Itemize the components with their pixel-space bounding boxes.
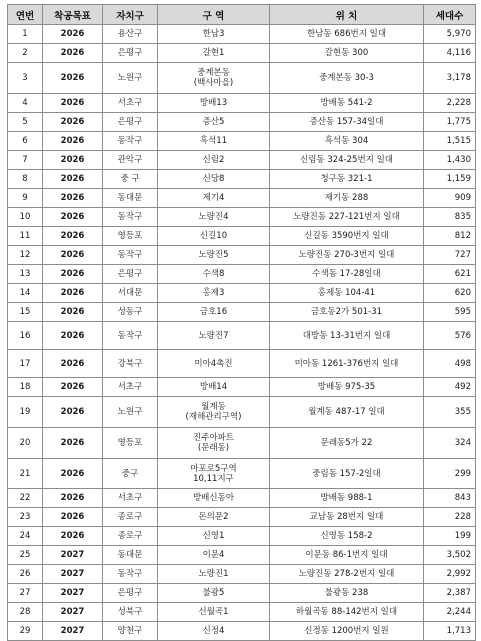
row-location-cell: 신영동 158-2 xyxy=(270,527,424,546)
row-district-cell: 동작구 xyxy=(103,565,158,584)
row-year-cell: 2026 xyxy=(43,489,103,508)
row-location-cell: 신림동 324-25번지 일대 xyxy=(270,151,424,170)
row-area-cell: 신당8 xyxy=(158,170,270,189)
row-year-cell: 2026 xyxy=(43,397,103,428)
row-no-cell: 15 xyxy=(8,303,43,322)
area-name-line2: (문래동) xyxy=(197,443,230,453)
row-year-cell: 2026 xyxy=(43,63,103,94)
row-area-cell: 한남3 xyxy=(158,25,270,44)
row-area-cell: 방배신동아 xyxy=(158,489,270,508)
row-year-cell: 2026 xyxy=(43,132,103,151)
row-district-cell: 동작구 xyxy=(103,322,158,350)
header-location: 위 치 xyxy=(270,5,424,25)
area-name-line1: 월계동 xyxy=(201,402,226,412)
table-row xyxy=(8,132,476,151)
row-district-cell: 서대문 xyxy=(103,284,158,303)
row-no-cell: 29 xyxy=(8,622,43,641)
table-row xyxy=(8,113,476,132)
table-row xyxy=(8,151,476,170)
row-district-cell: 동대문 xyxy=(103,189,158,208)
table-row xyxy=(8,350,476,378)
row-area-cell: 불광5 xyxy=(158,584,270,603)
table-row xyxy=(8,428,476,459)
row-households-cell: 595 xyxy=(424,303,476,322)
row-area-cell: 금호16 xyxy=(158,303,270,322)
row-households-cell: 909 xyxy=(424,189,476,208)
row-year-cell: 2027 xyxy=(43,584,103,603)
row-district-cell: 영등포 xyxy=(103,227,158,246)
area-name-line2: (백사마을) xyxy=(193,78,234,88)
table-body xyxy=(8,25,476,641)
row-location-cell: 홍제동 104-41 xyxy=(270,284,424,303)
row-district-cell: 서초구 xyxy=(103,378,158,397)
area-name-line2: 10,11지구 xyxy=(193,473,234,484)
row-year-cell: 2026 xyxy=(43,322,103,350)
header-district: 자치구 xyxy=(103,5,158,25)
row-district-cell: 은평구 xyxy=(103,265,158,284)
row-area-cell xyxy=(158,397,270,428)
table-row xyxy=(8,63,476,94)
table-row xyxy=(8,459,476,489)
area-name-line1: 중계본동 xyxy=(197,68,230,78)
row-households-cell: 228 xyxy=(424,508,476,527)
row-no-cell: 1 xyxy=(8,25,43,44)
row-households-cell: 2,387 xyxy=(424,584,476,603)
row-district-cell: 노원구 xyxy=(103,397,158,428)
row-households-cell: 492 xyxy=(424,378,476,397)
row-area-cell xyxy=(158,459,270,489)
row-area-cell xyxy=(158,63,270,94)
row-no-cell: 22 xyxy=(8,489,43,508)
row-district-cell: 노원구 xyxy=(103,63,158,94)
row-year-cell: 2026 xyxy=(43,378,103,397)
row-households-cell: 2,228 xyxy=(424,94,476,113)
row-no-cell: 13 xyxy=(8,265,43,284)
row-area-cell: 노량진4 xyxy=(158,208,270,227)
table-row xyxy=(8,284,476,303)
row-district-cell: 동작구 xyxy=(103,246,158,265)
row-year-cell: 2027 xyxy=(43,565,103,584)
row-district-cell: 관악구 xyxy=(103,151,158,170)
row-area-cell: 흑석11 xyxy=(158,132,270,151)
row-households-cell: 324 xyxy=(424,428,476,459)
row-year-cell: 2026 xyxy=(43,246,103,265)
row-location-cell: 금호동2가 501-31 xyxy=(270,303,424,322)
row-households-cell: 1,775 xyxy=(424,113,476,132)
row-no-cell: 20 xyxy=(8,428,43,459)
row-no-cell: 16 xyxy=(8,322,43,350)
row-area-cell: 갈현1 xyxy=(158,44,270,63)
area-name-line1: 마포로5구역 xyxy=(190,463,237,474)
row-no-cell: 23 xyxy=(8,508,43,527)
row-location-cell: 중림동 157-2일대 xyxy=(270,459,424,489)
row-households-cell: 576 xyxy=(424,322,476,350)
row-year-cell: 2026 xyxy=(43,459,103,489)
row-year-cell: 2027 xyxy=(43,622,103,641)
row-area-cell: 신월곡1 xyxy=(158,603,270,622)
row-year-cell: 2026 xyxy=(43,428,103,459)
row-households-cell: 199 xyxy=(424,527,476,546)
row-district-cell: 동작구 xyxy=(103,132,158,151)
row-area-cell: 제기4 xyxy=(158,189,270,208)
row-area-cell: 증산5 xyxy=(158,113,270,132)
row-year-cell: 2027 xyxy=(43,546,103,565)
row-no-cell: 6 xyxy=(8,132,43,151)
row-year-cell: 2026 xyxy=(43,44,103,63)
row-district-cell: 강북구 xyxy=(103,350,158,378)
row-district-cell: 종로구 xyxy=(103,527,158,546)
row-year-cell: 2026 xyxy=(43,508,103,527)
row-no-cell: 25 xyxy=(8,546,43,565)
row-district-cell: 양천구 xyxy=(103,622,158,641)
table-row xyxy=(8,603,476,622)
row-year-cell: 2026 xyxy=(43,170,103,189)
row-district-cell: 성북구 xyxy=(103,603,158,622)
table-row xyxy=(8,584,476,603)
header-area: 구 역 xyxy=(158,5,270,25)
row-households-cell: 498 xyxy=(424,350,476,378)
table-row xyxy=(8,227,476,246)
row-location-cell: 신정동 1200번지 일원 xyxy=(270,622,424,641)
row-location-cell: 노량진동 278-2번지 일대 xyxy=(270,565,424,584)
table-row xyxy=(8,94,476,113)
row-no-cell: 12 xyxy=(8,246,43,265)
row-no-cell: 21 xyxy=(8,459,43,489)
table-row xyxy=(8,322,476,350)
row-households-cell: 1,159 xyxy=(424,170,476,189)
row-area-cell: 노량진1 xyxy=(158,565,270,584)
row-no-cell: 10 xyxy=(8,208,43,227)
row-district-cell: 중구 xyxy=(103,459,158,489)
row-year-cell: 2026 xyxy=(43,189,103,208)
row-no-cell: 8 xyxy=(8,170,43,189)
row-households-cell: 620 xyxy=(424,284,476,303)
row-households-cell: 4,116 xyxy=(424,44,476,63)
row-location-cell: 수색동 17-28일대 xyxy=(270,265,424,284)
table-row xyxy=(8,378,476,397)
row-households-cell: 621 xyxy=(424,265,476,284)
table-row xyxy=(8,546,476,565)
table-row xyxy=(8,189,476,208)
row-area-cell: 이문4 xyxy=(158,546,270,565)
row-no-cell: 27 xyxy=(8,584,43,603)
row-year-cell: 2026 xyxy=(43,227,103,246)
row-location-cell: 방배동 975-35 xyxy=(270,378,424,397)
row-district-cell: 서초구 xyxy=(103,489,158,508)
table-row xyxy=(8,527,476,546)
row-no-cell: 17 xyxy=(8,350,43,378)
row-area-cell: 방배13 xyxy=(158,94,270,113)
row-area-cell: 노량진7 xyxy=(158,322,270,350)
row-no-cell: 26 xyxy=(8,565,43,584)
row-year-cell: 2026 xyxy=(43,303,103,322)
header-households: 세대수 xyxy=(424,5,476,25)
row-district-cell: 종로구 xyxy=(103,508,158,527)
row-no-cell: 5 xyxy=(8,113,43,132)
row-location-cell: 중계본동 30-3 xyxy=(270,63,424,94)
row-year-cell: 2026 xyxy=(43,208,103,227)
row-no-cell: 7 xyxy=(8,151,43,170)
table-row xyxy=(8,565,476,584)
row-households-cell: 2,992 xyxy=(424,565,476,584)
table-row xyxy=(8,170,476,189)
row-location-cell: 제기동 288 xyxy=(270,189,424,208)
table-row xyxy=(8,44,476,63)
row-location-cell: 대방동 13-31번지 일대 xyxy=(270,322,424,350)
row-district-cell: 동작구 xyxy=(103,208,158,227)
row-year-cell: 2026 xyxy=(43,94,103,113)
row-no-cell: 18 xyxy=(8,378,43,397)
reconstruction-schedule-table xyxy=(7,4,476,641)
row-households-cell: 812 xyxy=(424,227,476,246)
table-row xyxy=(8,25,476,44)
table-row xyxy=(8,489,476,508)
row-district-cell: 서초구 xyxy=(103,94,158,113)
row-households-cell: 3,178 xyxy=(424,63,476,94)
row-no-cell: 11 xyxy=(8,227,43,246)
table-row xyxy=(8,397,476,428)
row-location-cell: 문래동5가 22 xyxy=(270,428,424,459)
row-households-cell: 1,713 xyxy=(424,622,476,641)
row-households-cell: 1,430 xyxy=(424,151,476,170)
row-location-cell: 미아동 1261-376번지 일대 xyxy=(270,350,424,378)
row-location-cell: 갈현동 300 xyxy=(270,44,424,63)
row-year-cell: 2026 xyxy=(43,25,103,44)
row-year-cell: 2026 xyxy=(43,350,103,378)
row-year-cell: 2027 xyxy=(43,603,103,622)
header-no: 연번 xyxy=(8,5,43,25)
table-row xyxy=(8,622,476,641)
row-no-cell: 14 xyxy=(8,284,43,303)
row-location-cell: 교남동 28번지 일대 xyxy=(270,508,424,527)
row-district-cell: 중 구 xyxy=(103,170,158,189)
row-no-cell: 24 xyxy=(8,527,43,546)
row-district-cell: 동대문 xyxy=(103,546,158,565)
area-name-line2: (재해관리구역) xyxy=(185,412,242,422)
row-location-cell: 하월곡동 88-142번지 일대 xyxy=(270,603,424,622)
row-households-cell: 843 xyxy=(424,489,476,508)
table-row xyxy=(8,246,476,265)
table-header-row xyxy=(8,5,476,25)
row-location-cell: 청구동 321-1 xyxy=(270,170,424,189)
row-area-cell: 신길10 xyxy=(158,227,270,246)
row-district-cell: 성동구 xyxy=(103,303,158,322)
table-row xyxy=(8,303,476,322)
row-households-cell: 727 xyxy=(424,246,476,265)
row-location-cell: 이문동 86-1번지 일대 xyxy=(270,546,424,565)
table-row xyxy=(8,508,476,527)
row-location-cell: 한남동 686번지 일대 xyxy=(270,25,424,44)
row-location-cell: 월계동 487-17 일대 xyxy=(270,397,424,428)
row-year-cell: 2026 xyxy=(43,527,103,546)
table-row xyxy=(8,208,476,227)
reconstruction-schedule-table-container xyxy=(7,4,475,641)
row-no-cell: 3 xyxy=(8,63,43,94)
row-area-cell: 미아4촉진 xyxy=(158,350,270,378)
row-area-cell: 돈의문2 xyxy=(158,508,270,527)
row-district-cell: 은평구 xyxy=(103,44,158,63)
row-year-cell: 2026 xyxy=(43,265,103,284)
row-area-cell: 방배14 xyxy=(158,378,270,397)
row-district-cell: 은평구 xyxy=(103,584,158,603)
row-area-cell xyxy=(158,428,270,459)
area-name-line1: 진주아파트 xyxy=(192,433,235,443)
row-households-cell: 3,502 xyxy=(424,546,476,565)
row-no-cell: 4 xyxy=(8,94,43,113)
row-no-cell: 28 xyxy=(8,603,43,622)
row-households-cell: 2,244 xyxy=(424,603,476,622)
row-year-cell: 2026 xyxy=(43,284,103,303)
row-households-cell: 5,970 xyxy=(424,25,476,44)
row-no-cell: 2 xyxy=(8,44,43,63)
row-district-cell: 용산구 xyxy=(103,25,158,44)
row-location-cell: 흑석동 304 xyxy=(270,132,424,151)
row-district-cell: 은평구 xyxy=(103,113,158,132)
row-area-cell: 수색8 xyxy=(158,265,270,284)
row-location-cell: 증산동 157-34일대 xyxy=(270,113,424,132)
row-location-cell: 노량진동 227-121번지 일대 xyxy=(270,208,424,227)
row-year-cell: 2026 xyxy=(43,151,103,170)
row-district-cell: 영등포 xyxy=(103,428,158,459)
table-row xyxy=(8,265,476,284)
row-households-cell: 1,515 xyxy=(424,132,476,151)
row-location-cell: 방배동 541-2 xyxy=(270,94,424,113)
row-area-cell: 노량진5 xyxy=(158,246,270,265)
row-households-cell: 355 xyxy=(424,397,476,428)
row-area-cell: 신영1 xyxy=(158,527,270,546)
row-location-cell: 방배동 988-1 xyxy=(270,489,424,508)
row-no-cell: 19 xyxy=(8,397,43,428)
row-area-cell: 신정4 xyxy=(158,622,270,641)
row-households-cell: 835 xyxy=(424,208,476,227)
row-location-cell: 노량진동 270-3번지 일대 xyxy=(270,246,424,265)
header-year: 착공목표 xyxy=(43,5,103,25)
row-area-cell: 신림2 xyxy=(158,151,270,170)
row-year-cell: 2026 xyxy=(43,113,103,132)
row-no-cell: 9 xyxy=(8,189,43,208)
row-location-cell: 불광동 238 xyxy=(270,584,424,603)
row-location-cell: 신길동 3590번지 일대 xyxy=(270,227,424,246)
row-households-cell: 299 xyxy=(424,459,476,489)
row-area-cell: 홍제3 xyxy=(158,284,270,303)
